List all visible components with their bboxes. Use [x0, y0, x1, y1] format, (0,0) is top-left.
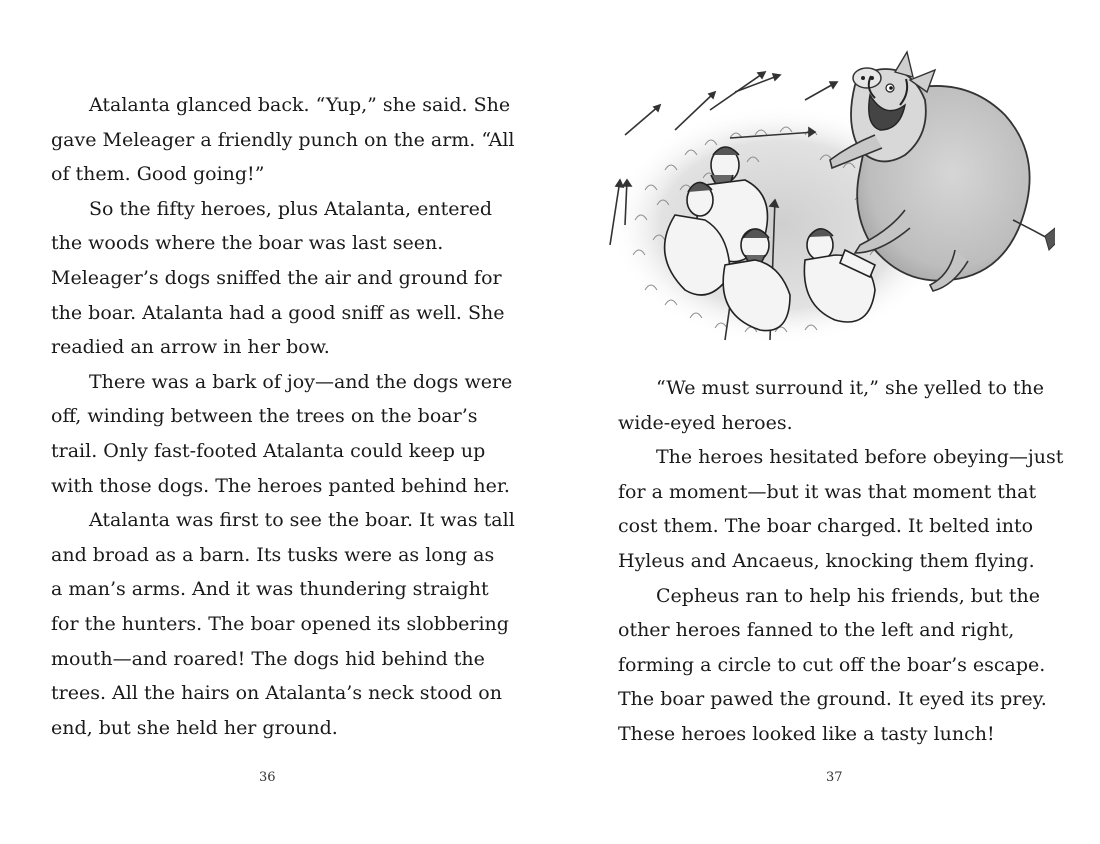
right-page [550, 0, 1100, 844]
text-line: wide-eyed heroes. [618, 411, 793, 434]
text-line: Atalanta was first to see the boar. It was tall [89, 509, 515, 532]
text-line: “We must surround it,” she yelled to the [656, 377, 1045, 399]
text-line: cost them. The boar charged. It belted into [618, 515, 1034, 538]
text-line: forming a circle to cut off the boar’s escape. [618, 653, 1046, 676]
text-line: So the fifty heroes, plus Atalanta, entered [89, 197, 492, 220]
text-line: Meleager’s dogs sniffed the air and ground for [51, 266, 502, 289]
text-line: and broad as a barn. Its tusks were as long as [51, 543, 495, 566]
text-line: trail. Only fast-footed Atalanta could keep up [51, 439, 486, 462]
text-line: of them. Good going!” [51, 163, 265, 186]
page-number-right: 37 [826, 770, 843, 785]
text-line: These heroes looked like a tasty lunch! [618, 722, 995, 745]
text-line: a man’s arms. And it was thundering straight [51, 578, 489, 601]
text-line: the woods where the boar was last seen. [51, 232, 444, 255]
text-line: mouth—and roared! The dogs hid behind the [51, 647, 485, 670]
text-line: trees. All the hairs on Atalanta’s neck stood on [51, 682, 502, 705]
text-line: gave Meleager a friendly punch on the arm. “All [51, 128, 515, 151]
text-line: end, but she held her ground. [51, 716, 338, 739]
text-line: other heroes fanned to the left and right, [618, 619, 1015, 642]
left-page-text [51, 88, 515, 745]
text-line: Cepheus ran to help his friends, but the [656, 584, 1040, 607]
text-line: for a moment—but it was that moment that [618, 480, 1037, 503]
text-line: Hyleus and Ancaeus, knocking them flying. [618, 549, 1035, 572]
text-line: for the hunters. The boar opened its slobbering [51, 612, 509, 635]
boar-illustration [605, 50, 1055, 350]
text-line: off, winding between the trees on the boar’s [51, 405, 478, 428]
text-line: the boar. Atalanta had a good sniff as well. She [51, 301, 505, 324]
text-line: The boar pawed the ground. It eyed its prey. [618, 688, 1047, 711]
text-line: readied an arrow in her bow. [51, 336, 330, 359]
text-line: with those dogs. The heroes panted behind her. [51, 474, 510, 497]
right-page-text [618, 371, 1064, 752]
text-line: The heroes hesitated before obeying—just [656, 446, 1064, 469]
text-line: Atalanta glanced back. “Yup,” she said. She [89, 94, 511, 116]
page-number-left: 36 [259, 770, 276, 785]
text-line: There was a bark of joy—and the dogs were [89, 370, 513, 393]
